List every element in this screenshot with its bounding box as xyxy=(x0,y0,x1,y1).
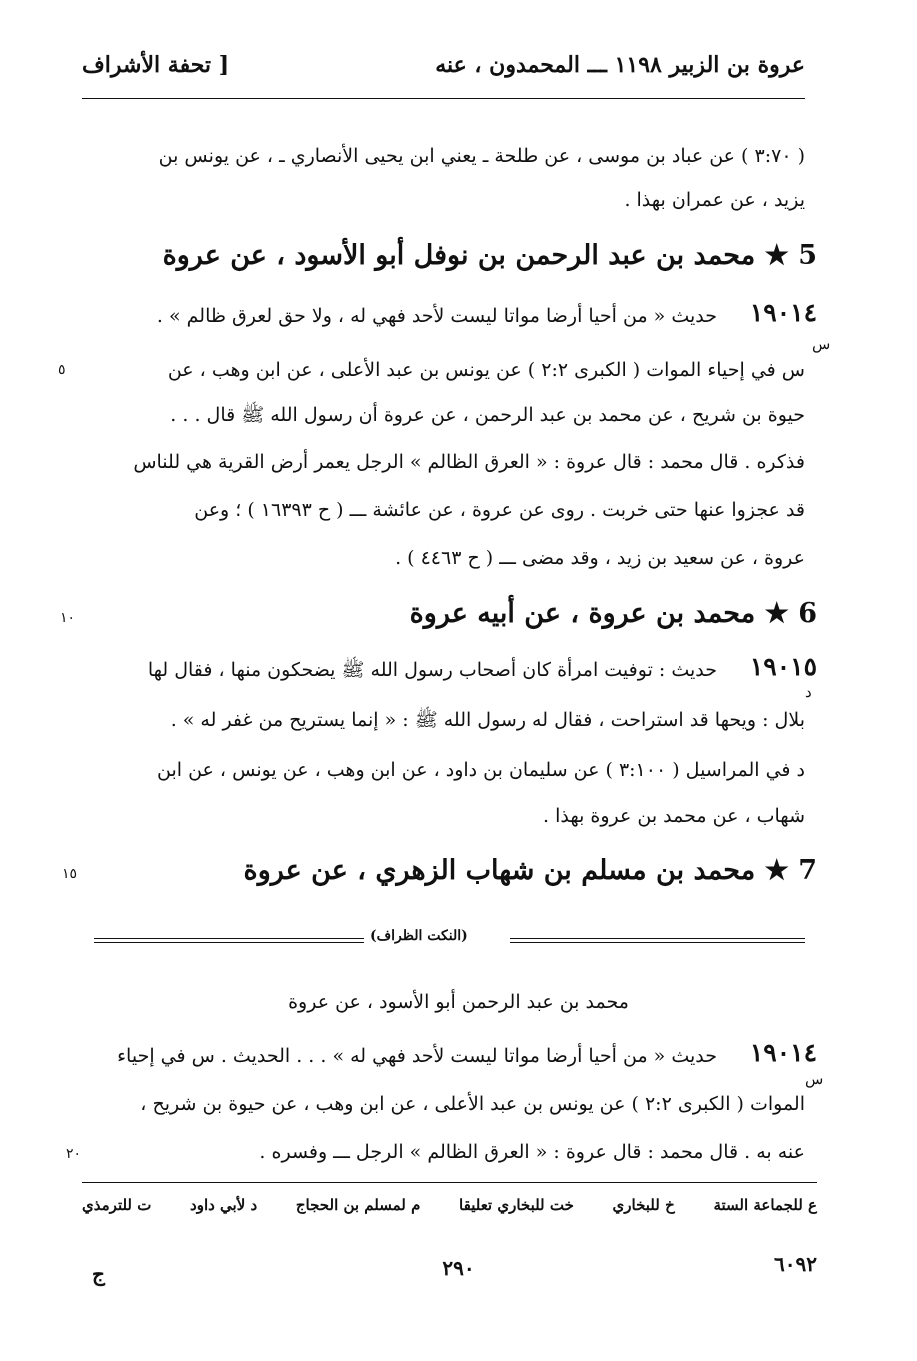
margin-line-number: ٥ xyxy=(58,362,66,378)
hadith-text: حديث « من أحيا أرضا مواتا ليست لأحد فهي له ، ولا حق لعرق ظالم » . xyxy=(156,305,717,327)
hadith-number: ١٩٠١٥ xyxy=(749,652,817,681)
margin-line-number: ١٥ xyxy=(62,866,78,882)
section-heading-6: 6 ★ محمد بن عروة ، عن أبيه عروة xyxy=(409,598,817,629)
divider-label: (النكت الظراف) xyxy=(370,928,468,944)
legend-item: ع للجماعة الستة xyxy=(713,1196,817,1214)
volume-page-number: ٦٠٩٢ xyxy=(774,1252,817,1276)
siglum-marker: س xyxy=(805,1070,824,1088)
margin-line-number: ٢٠ xyxy=(66,1146,82,1162)
hadith-line: عروة ، عن سعيد بن زيد ، وقد مضى ـــ ( ح ٤٤٦٣ ) . xyxy=(395,547,805,569)
siglum-marker: د xyxy=(805,683,812,701)
intro-line-1: ( ٣:٧٠ ) عن عباد بن موسى ، عن طلحة ـ يعني ابن يحيى الأنصاري ـ ، عن يونس بن xyxy=(158,145,805,167)
divider-rule-left xyxy=(94,938,364,939)
margin-line-number: ١٠ xyxy=(60,610,76,626)
nukat-line: عنه به . قال محمد : قال عروة : « العرق الظالم » الرجل ـــ وفسره . xyxy=(259,1141,805,1163)
legend-item: خت للبخاري تعليقا xyxy=(459,1196,574,1214)
hadith-line: قد عجزوا عنها حتى خربت . روى عن عروة ، عن عائشة ـــ ( ح ١٦٣٩٣ ) ؛ وعن xyxy=(194,499,805,521)
legend-rule xyxy=(82,1182,817,1183)
running-head-book: [ تحفة الأشراف xyxy=(82,52,230,78)
legend-item: د لأبي داود xyxy=(190,1196,258,1214)
running-head-title: عروة بن الزبير ١١٩٨ ـــ المحمدون ، عنه xyxy=(435,52,805,78)
hadith-text: حديث : توفيت امرأة كان أصحاب رسول الله ﷺ يضحكون منها ، فقال لها xyxy=(147,659,717,681)
sigla-legend xyxy=(82,1196,817,1214)
legend-item: خ للبخاري xyxy=(612,1196,675,1214)
header-rule xyxy=(82,98,805,99)
legend-item: ت للترمذي xyxy=(82,1196,152,1214)
divider-rule-right-2 xyxy=(510,942,805,943)
hadith-line: شهاب ، عن محمد بن عروة بهذا . xyxy=(542,805,805,827)
section-heading-5: 5 ★ محمد بن عبد الرحمن بن نوفل أبو الأسود ، عن عروة xyxy=(162,240,817,271)
intro-line-2: يزيد ، عن عمران بهذا . xyxy=(624,189,805,211)
divider-rule-right xyxy=(510,938,805,939)
hadith-number: ١٩٠١٤ xyxy=(749,1038,817,1067)
hadith-line: د في المراسيل ( ٣:١٠٠ ) عن سليمان بن داود ، عن ابن وهب ، عن يونس ، عن ابن xyxy=(157,759,805,781)
hadith-number: ١٩٠١٤ xyxy=(749,298,817,327)
siglum-marker: س xyxy=(812,335,831,353)
divider-rule-left-2 xyxy=(94,942,364,943)
nukat-subheading: محمد بن عبد الرحمن أبو الأسود ، عن عروة xyxy=(288,991,629,1013)
nukat-line: حديث « من أحيا أرضا مواتا ليست لأحد فهي له » . . . الحديث . س في إحياء xyxy=(117,1045,717,1067)
page-number: ٢٩٠ xyxy=(442,1256,475,1280)
hadith-line: س في إحياء الموات ( الكبرى ٢:٢ ) عن يونس بن عبد الأعلى ، عن ابن وهب ، عن xyxy=(167,359,805,381)
volume-letter: ج xyxy=(92,1262,105,1286)
hadith-line: حيوة بن شريح ، عن محمد بن عبد الرحمن ، عن عروة أن رسول الله ﷺ قال . . . xyxy=(170,404,805,426)
hadith-line: بلال : ويحها قد استراحت ، فقال له رسول الله ﷺ : « إنما يستريح من غفر له » . xyxy=(170,709,805,731)
nukat-line: الموات ( الكبرى ٢:٢ ) عن يونس بن عبد الأعلى ، عن ابن وهب ، عن حيوة بن شريح ، xyxy=(140,1093,805,1115)
hadith-line: فذكره . قال محمد : قال عروة : « العرق الظالم » الرجل يعمر أرض القرية هي للناس xyxy=(133,451,805,473)
legend-item: م لمسلم بن الحجاج xyxy=(295,1196,421,1214)
section-heading-7: 7 ★ محمد بن مسلم بن شهاب الزهري ، عن عروة xyxy=(243,855,817,886)
